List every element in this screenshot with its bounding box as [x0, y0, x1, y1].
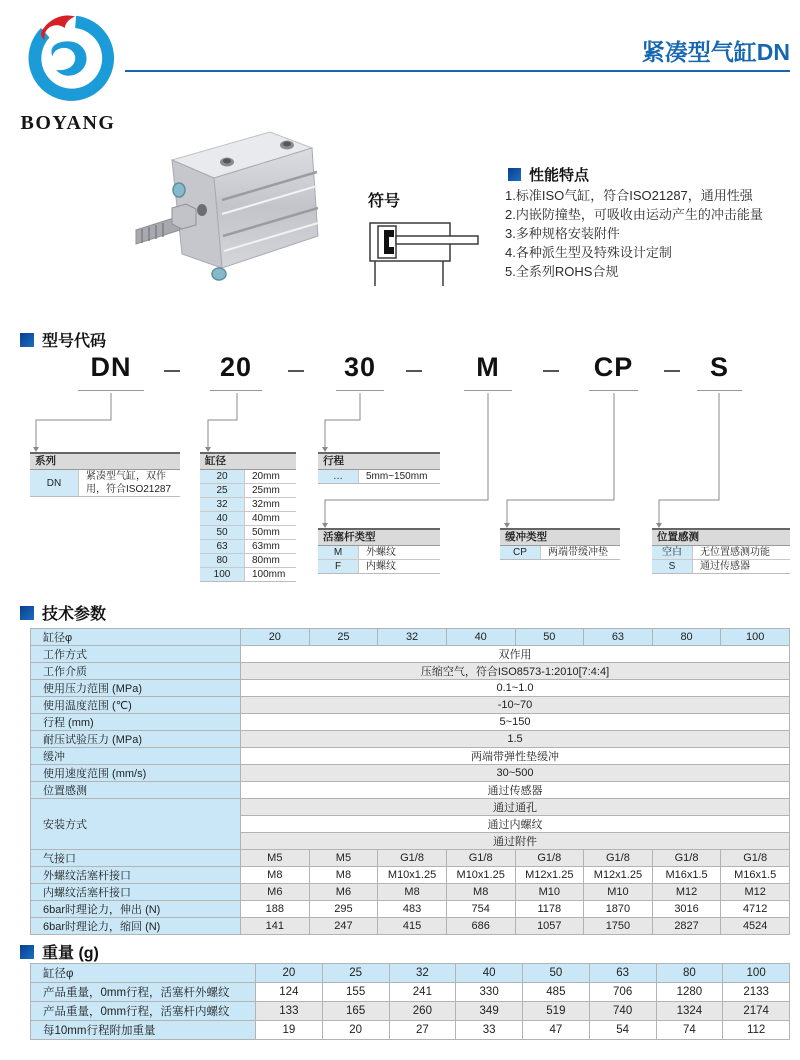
table-cell: 295 — [309, 901, 378, 918]
mini-table-title: 活塞杆类型 — [318, 528, 440, 546]
table-cell: 415 — [378, 918, 447, 935]
table-cell: 141 — [241, 918, 310, 935]
table-cell: 1870 — [584, 901, 653, 918]
table-cell: M16x1.5 — [721, 867, 790, 884]
mini-table-row — [652, 560, 790, 573]
table-cell: 483 — [378, 901, 447, 918]
product-photo — [122, 118, 337, 298]
mini-table-title: 系列 — [30, 452, 180, 470]
feature-item: 3.多种规格安装附件 — [505, 226, 620, 241]
table-column-header: 50 — [515, 629, 584, 646]
table-row-label: 行程 (mm) — [31, 714, 241, 731]
mini-table-value: 无位置感测功能 — [693, 546, 790, 559]
mini-table-value: 80mm — [245, 554, 296, 567]
weight-heading: 重量 (g) — [42, 945, 99, 962]
section-bullet-icon — [20, 333, 34, 347]
table-cell: 1750 — [584, 918, 653, 935]
table-row-label: 使用压力范围 (MPa) — [31, 680, 241, 697]
table-corner-label: 缸径φ — [31, 964, 256, 983]
table-cell: 1324 — [656, 1002, 723, 1021]
mini-table-code: 50 — [200, 526, 245, 539]
mini-table-cushion — [500, 528, 620, 560]
title-divider — [125, 70, 790, 72]
table-span-cell: -10~70 — [241, 697, 790, 714]
mini-table-title: 位置感测 — [652, 528, 790, 546]
table-cell: M5 — [241, 850, 310, 867]
table-cell: 165 — [322, 1002, 389, 1021]
section-features — [508, 164, 589, 185]
weight-table — [30, 963, 790, 1040]
table-cell: 740 — [589, 1002, 656, 1021]
table-column-header: 80 — [656, 964, 723, 983]
model-code-heading: 型号代码 — [42, 333, 107, 350]
table-cell: 2174 — [723, 1002, 790, 1021]
table-row-label: 安装方式 — [31, 799, 241, 850]
mini-table-code: S — [652, 560, 693, 573]
model-code-part-sensing: S — [697, 352, 742, 391]
table-cell: M10x1.25 — [378, 867, 447, 884]
mini-table-value: 100mm — [245, 568, 296, 581]
table-cell: 19 — [256, 1021, 323, 1040]
table-row-label: 每10mm行程附加重量 — [31, 1021, 256, 1040]
section-bullet-icon — [20, 606, 34, 620]
mini-table-row — [652, 546, 790, 560]
table-cell: 754 — [446, 901, 515, 918]
table-span-cell: 通过附件 — [241, 833, 790, 850]
mini-table-row — [200, 568, 296, 581]
mini-table-value: 紧凑型气缸，双作用，符合ISO21287 — [79, 470, 180, 496]
table-span-cell: 两端带弹性垫缓冲 — [241, 748, 790, 765]
table-cell: 247 — [309, 918, 378, 935]
section-bullet-icon — [508, 168, 521, 181]
features-list — [505, 186, 795, 281]
mini-table-code: DN — [30, 470, 79, 496]
table-cell: 188 — [241, 901, 310, 918]
mini-table-value: 内螺纹 — [359, 560, 440, 573]
mini-table-value: 20mm — [245, 470, 296, 483]
feature-item: 5.全系列ROHS合规 — [505, 264, 619, 279]
section-tech-params — [20, 601, 106, 624]
table-cell: M12x1.25 — [584, 867, 653, 884]
table-row-label: 6bar时理论力，缩回 (N) — [31, 918, 241, 935]
table-row-label: 使用温度范围 (℃) — [31, 697, 241, 714]
table-cell: 519 — [523, 1002, 590, 1021]
table-cell: 74 — [656, 1021, 723, 1040]
table-cell: M5 — [309, 850, 378, 867]
table-cell: 112 — [723, 1021, 790, 1040]
table-cell: G1/8 — [446, 850, 515, 867]
table-cell: 27 — [389, 1021, 456, 1040]
table-cell: 54 — [589, 1021, 656, 1040]
table-span-cell: 通过通孔 — [241, 799, 790, 816]
feature-item: 1.标准ISO气缸，符合ISO21287，通用性强 — [505, 188, 753, 203]
table-cell: G1/8 — [652, 850, 721, 867]
features-heading: 性能特点 — [529, 167, 590, 184]
mini-table-row — [200, 512, 296, 526]
table-column-header: 20 — [256, 964, 323, 983]
table-cell: 133 — [256, 1002, 323, 1021]
mini-table-row — [200, 540, 296, 554]
table-cell: M6 — [241, 884, 310, 901]
model-code-separator — [288, 370, 304, 372]
mini-table-code: 空白 — [652, 546, 693, 559]
mini-table-row — [200, 484, 296, 498]
table-span-cell: 压缩空气，符合ISO8573-1:2010[7:4:4] — [241, 663, 790, 680]
mini-table-value: 通过传感器 — [693, 560, 790, 573]
table-cell: 330 — [456, 983, 523, 1002]
table-corner-label: 缸径φ — [31, 629, 241, 646]
mini-table-value: 50mm — [245, 526, 296, 539]
table-column-header: 40 — [456, 964, 523, 983]
table-row-label: 内螺纹活塞杆接口 — [31, 884, 241, 901]
section-weight — [20, 940, 99, 963]
mini-table-value: 40mm — [245, 512, 296, 525]
table-column-header: 100 — [721, 629, 790, 646]
model-code-part-bore: 20 — [210, 352, 262, 391]
table-row-label: 使用速度范围 (mm/s) — [31, 765, 241, 782]
table-row-label: 缓冲 — [31, 748, 241, 765]
table-cell: M6 — [309, 884, 378, 901]
mini-table-rod-type — [318, 528, 440, 574]
table-column-header: 20 — [241, 629, 310, 646]
cylinder-symbol-diagram — [348, 220, 498, 295]
table-row-label: 气接口 — [31, 850, 241, 867]
mini-table-code: CP — [500, 546, 541, 559]
mini-table-stroke — [318, 452, 440, 484]
model-code-separator — [543, 370, 559, 372]
model-code-part-cushion: CP — [589, 352, 638, 391]
table-cell: G1/8 — [584, 850, 653, 867]
brand-logo — [18, 10, 118, 135]
table-cell: M8 — [309, 867, 378, 884]
mini-table-sensing — [652, 528, 790, 574]
table-column-header: 32 — [378, 629, 447, 646]
table-column-header: 50 — [523, 964, 590, 983]
section-model-code — [20, 328, 106, 351]
table-column-header: 63 — [589, 964, 656, 983]
brand-name: BOYANG — [20, 112, 116, 134]
table-cell: G1/8 — [721, 850, 790, 867]
mini-table-row — [200, 498, 296, 512]
table-cell: 1178 — [515, 901, 584, 918]
table-cell: 260 — [389, 1002, 456, 1021]
table-cell: 155 — [322, 983, 389, 1002]
mini-table-title: 行程 — [318, 452, 440, 470]
table-cell: 1280 — [656, 983, 723, 1002]
tech-params-heading: 技术参数 — [42, 606, 107, 623]
mini-table-value: 外螺纹 — [359, 546, 440, 559]
table-cell: 706 — [589, 983, 656, 1002]
table-cell: M10 — [584, 884, 653, 901]
brand-logo-icon — [21, 10, 116, 105]
table-row-label: 工作方式 — [31, 646, 241, 663]
model-code-separator — [406, 370, 422, 372]
table-row-label: 产品重量，0mm行程，活塞杆外螺纹 — [31, 983, 256, 1002]
model-code-separator — [164, 370, 180, 372]
mini-table-code: 40 — [200, 512, 245, 525]
table-row-label: 耐压试验压力 (MPa) — [31, 731, 241, 748]
mini-table-row — [200, 554, 296, 568]
model-code-part-rod-type: M — [464, 352, 512, 391]
table-cell: 47 — [523, 1021, 590, 1040]
mini-table-code: 32 — [200, 498, 245, 511]
table-span-cell: 0.1~1.0 — [241, 680, 790, 697]
table-cell: G1/8 — [515, 850, 584, 867]
mini-table-value: 两端带缓冲垫 — [541, 546, 620, 559]
table-cell: M16x1.5 — [652, 867, 721, 884]
table-cell: M8 — [378, 884, 447, 901]
mini-table-code: 25 — [200, 484, 245, 497]
table-span-cell: 双作用 — [241, 646, 790, 663]
mini-table-value: 25mm — [245, 484, 296, 497]
table-cell: 485 — [523, 983, 590, 1002]
section-bullet-icon — [20, 945, 34, 959]
mini-table-row — [318, 560, 440, 573]
table-cell: M10x1.25 — [446, 867, 515, 884]
table-span-cell: 通过内螺纹 — [241, 816, 790, 833]
table-column-header: 63 — [584, 629, 653, 646]
table-column-header: 25 — [322, 964, 389, 983]
table-row-label: 外螺纹活塞杆接口 — [31, 867, 241, 884]
symbol-label: 符号 — [368, 193, 401, 210]
table-cell: 4524 — [721, 918, 790, 935]
table-cell: G1/8 — [378, 850, 447, 867]
table-column-header: 40 — [446, 629, 515, 646]
mini-table-code: F — [318, 560, 359, 573]
model-code-part-stroke: 30 — [336, 352, 384, 391]
table-span-cell: 1.5 — [241, 731, 790, 748]
mini-table-row — [30, 470, 180, 496]
mini-table-code: … — [318, 470, 359, 483]
mini-table-code: 63 — [200, 540, 245, 553]
mini-table-value: 5mm~150mm — [359, 470, 440, 483]
mini-table-row — [318, 546, 440, 560]
feature-item: 4.各种派生型及特殊设计定制 — [505, 245, 672, 260]
table-span-cell: 30~500 — [241, 765, 790, 782]
table-cell: 4712 — [721, 901, 790, 918]
table-cell: M12 — [652, 884, 721, 901]
table-span-cell: 通过传感器 — [241, 782, 790, 799]
table-cell: 20 — [322, 1021, 389, 1040]
table-column-header: 100 — [723, 964, 790, 983]
table-cell: M12 — [721, 884, 790, 901]
mini-table-title: 缓冲类型 — [500, 528, 620, 546]
table-cell: 2133 — [723, 983, 790, 1002]
table-cell: 2827 — [652, 918, 721, 935]
mini-table-row — [200, 470, 296, 484]
table-cell: 3016 — [652, 901, 721, 918]
feature-item: 2.内嵌防撞垫，可吸收由运动产生的冲击能量 — [505, 207, 763, 222]
mini-table-title: 缸径 — [200, 452, 296, 470]
mini-table-row — [500, 546, 620, 559]
table-cell: M12x1.25 — [515, 867, 584, 884]
mini-table-code: 100 — [200, 568, 245, 581]
page-title: 紧凑型气缸DN — [641, 39, 790, 65]
table-cell: M10 — [515, 884, 584, 901]
table-cell: M8 — [446, 884, 515, 901]
table-cell: 33 — [456, 1021, 523, 1040]
table-cell: 241 — [389, 983, 456, 1002]
model-code-separator — [664, 370, 680, 372]
table-span-cell: 5~150 — [241, 714, 790, 731]
table-cell: 1057 — [515, 918, 584, 935]
table-cell: 349 — [456, 1002, 523, 1021]
table-row-label: 产品重量，0mm行程，活塞杆内螺纹 — [31, 1002, 256, 1021]
table-cell: M8 — [241, 867, 310, 884]
table-row-label: 位置感测 — [31, 782, 241, 799]
model-code-part-series: DN — [78, 352, 144, 391]
mini-table-code: 20 — [200, 470, 245, 483]
table-cell: 686 — [446, 918, 515, 935]
table-cell: 124 — [256, 983, 323, 1002]
tech-table — [30, 628, 790, 935]
table-column-header: 80 — [652, 629, 721, 646]
mini-table-bore — [200, 452, 296, 582]
mini-table-value: 63mm — [245, 540, 296, 553]
table-column-header: 32 — [389, 964, 456, 983]
mini-table-code: M — [318, 546, 359, 559]
mini-table-code: 80 — [200, 554, 245, 567]
table-column-header: 25 — [309, 629, 378, 646]
mini-table-row — [200, 526, 296, 540]
table-row-label: 工作介质 — [31, 663, 241, 680]
mini-table-value: 32mm — [245, 498, 296, 511]
table-row-label: 6bar时理论力，伸出 (N) — [31, 901, 241, 918]
mini-table-row — [318, 470, 440, 483]
mini-table-series — [30, 452, 180, 497]
